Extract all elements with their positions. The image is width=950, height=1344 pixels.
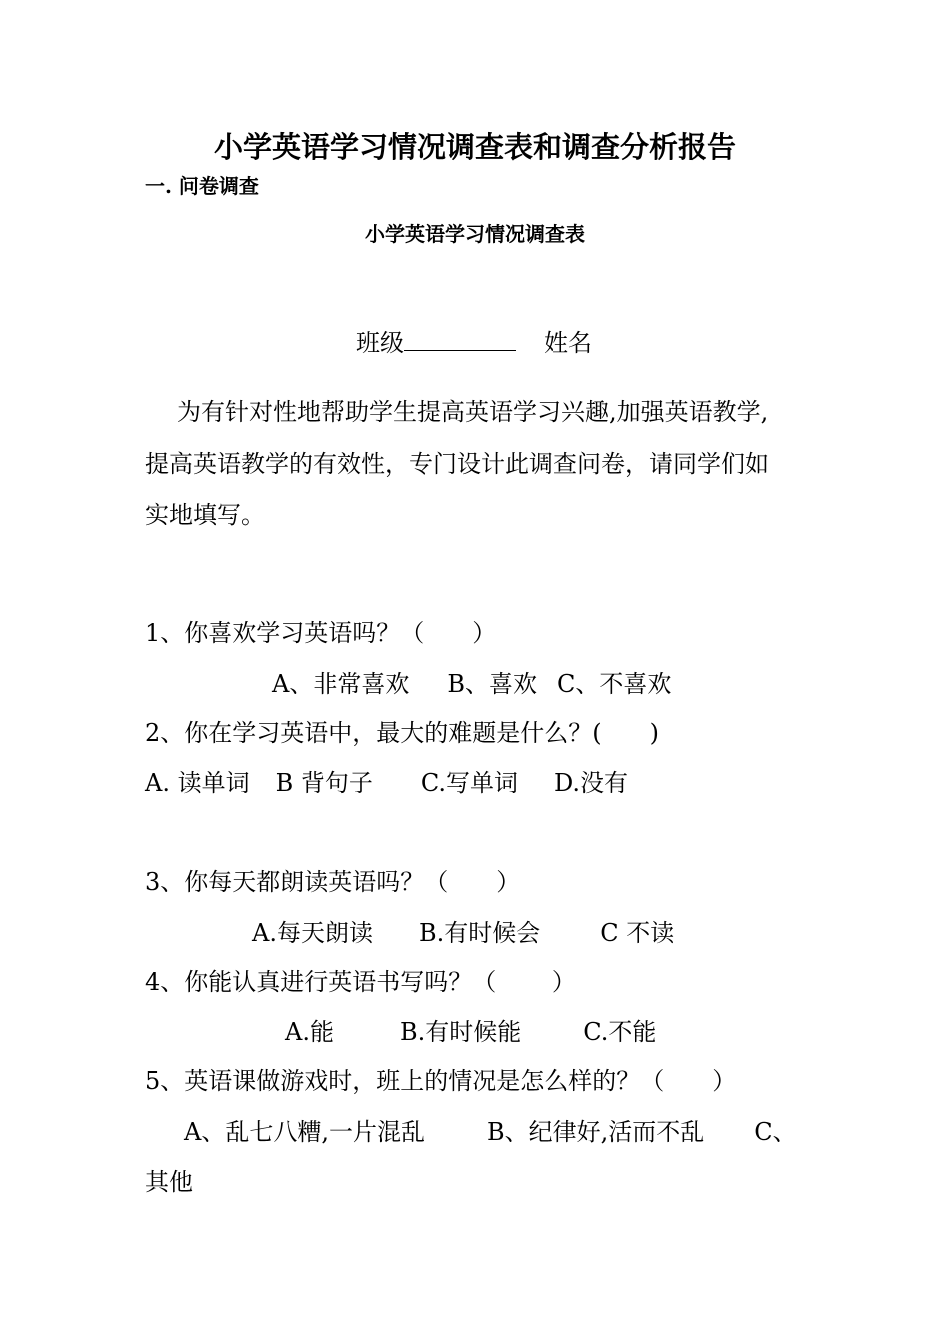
option-b: B.有时候能 — [399, 1018, 522, 1046]
document-title: 小学英语学习情况调查表和调查分析报告 — [213, 130, 736, 164]
question-5-options — [184, 1120, 797, 1144]
question-2: 2、你在学习英语中，最大的难题是什么？( ) — [145, 719, 659, 747]
option-a: A.每天朗读 — [252, 919, 373, 947]
question-5: 5、英语课做游戏时，班上的情况是怎么样的？（ ） — [145, 1067, 737, 1095]
option-c: C.不能 — [583, 1018, 657, 1046]
class-name-fields — [356, 328, 592, 355]
question-5-option-c-text: 其他 — [145, 1168, 193, 1196]
option-b: B、纪律好,活而不乱 — [486, 1118, 705, 1146]
survey-title: 小学英语学习情况调查表 — [365, 222, 585, 246]
option-d: D.没有 — [554, 769, 629, 797]
option-b: B.有时候会 — [418, 919, 541, 947]
option-a: A. 读单词 — [145, 769, 250, 797]
option-c: C 不读 — [600, 919, 675, 947]
class-blank — [404, 328, 516, 351]
question-3: 3、你每天都朗读英语吗？（ ） — [145, 868, 521, 896]
intro-line-2: 提高英语教学的有效性，专门设计此调查问卷，请同学们如 — [145, 450, 769, 478]
intro-line-1: 为有针对性地帮助学生提高英语学习兴趣,加强英语教学, — [177, 398, 769, 426]
option-c: C、不喜欢 — [556, 670, 672, 698]
option-a: A、非常喜欢 — [272, 670, 410, 698]
option-c: C、 — [754, 1118, 797, 1146]
question-1-options — [272, 672, 671, 696]
option-a: A.能 — [285, 1018, 334, 1046]
option-b: B、喜欢 — [447, 670, 537, 698]
class-label: 班级 — [356, 329, 404, 357]
section-heading: 一. 问卷调查 — [145, 174, 259, 198]
option-c: C.写单词 — [420, 769, 518, 797]
option-b: B 背句子 — [275, 769, 373, 797]
name-label: 姓名 — [544, 329, 592, 357]
question-2-options — [145, 771, 628, 795]
option-a: A、乱七八糟,一片混乱 — [184, 1118, 425, 1146]
question-1: 1、你喜欢学习英语吗？（ ） — [145, 619, 497, 647]
question-3-options — [252, 921, 674, 945]
question-4: 4、你能认真进行英语书写吗？（ ） — [145, 968, 576, 996]
intro-line-3: 实地填写。 — [145, 501, 265, 529]
question-4-options — [285, 1020, 656, 1044]
